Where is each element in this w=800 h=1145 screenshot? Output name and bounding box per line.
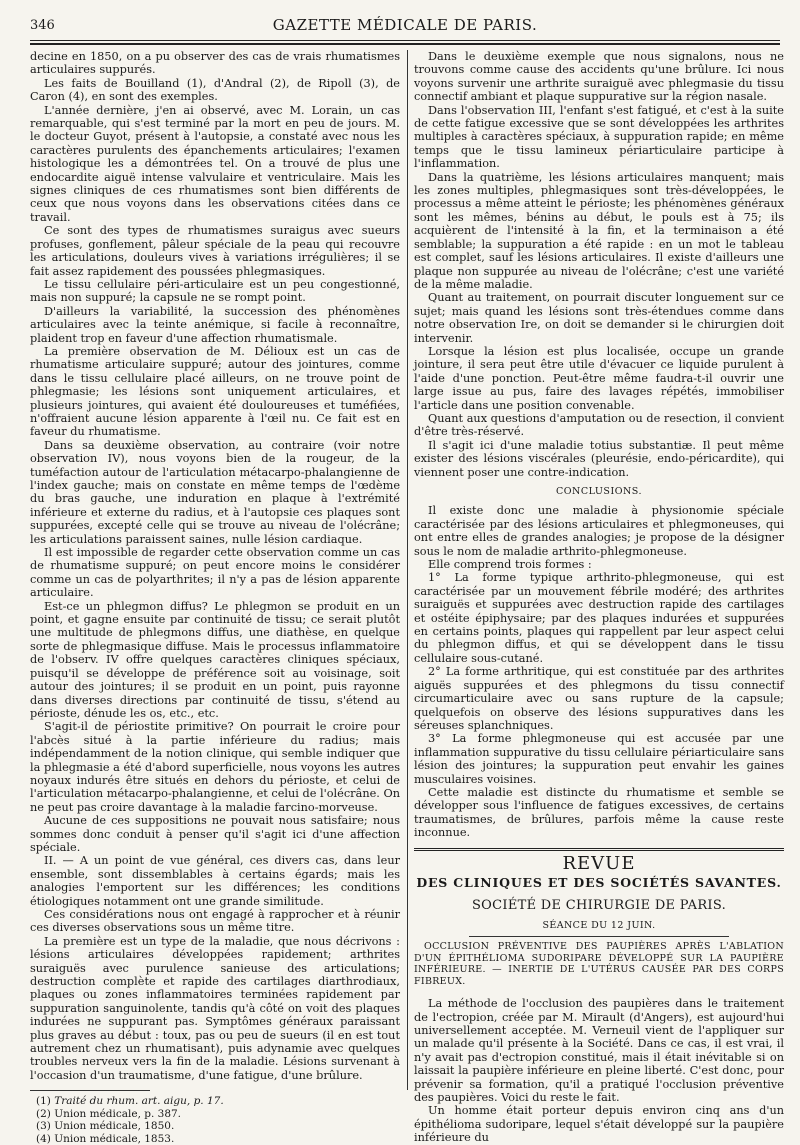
divider bbox=[469, 936, 729, 937]
newspaper-page bbox=[30, 12, 784, 1145]
footnote-text: Traité du rhum. art. aigu, p. 17. bbox=[54, 1095, 224, 1108]
paragraph: S'agit-il de périostite primitive? On pourrait le croire pour l'abcès situé à la partie inférieure du radius; mais indépendamment de la notion clinique, qui semble indiquer que la phlegmasie a été d'abord superficielle, nous voyons les autres noyaux indurés être situés en dehors du périoste, et celui de l'articulation métacarpo-phalangienne, et celui de l'olécrâne. On ne peut pas croire davantage à la maladie farcino-morveuse. bbox=[30, 720, 400, 814]
page-number: 346 bbox=[30, 18, 55, 33]
paragraph: Est-ce un phlegmon diffus? Le phlegmon se produit en un point, et gagne ensuite par continuité de tissu; ce serait plutôt une multitude de phlegmons diffus, une diathèse, en quelque sorte de phlegmasique diffuse. Mais le processus inflammatoire de l'observ. IV offre quelques caractères cliniques spéciaux, puisqu'il se développe de préférence soit au voisinage, soit autour des jointures; il se produit en un point, puis rayonne dans diverses directions par continuité de tissu, s'étend au périoste, dénude les os, etc., etc. bbox=[30, 599, 400, 720]
footnote bbox=[30, 1108, 400, 1121]
paragraph: 3° La forme phlegmoneuse qui est accusée par une inflammation suppurative du tissu cellulaire périarticulaire sans lésion des jointures; la suppuration peut envahir les gaines musculaires voisines. bbox=[414, 732, 784, 786]
paragraph: Les faits de Bouilland (1), d'Andral (2), de Ripoll (3), de Caron (4), en sont des exemples. bbox=[30, 76, 400, 104]
footnote-rule bbox=[30, 1090, 150, 1091]
paragraph: Le tissu cellulaire péri-articulaire est un peu congestionné, mais non suppuré; la capsule ne se rompt point. bbox=[30, 277, 400, 305]
footnote-number: (2) bbox=[36, 1107, 51, 1120]
paragraph: 1° La forme typique arthrito-phlegmoneuse, qui est caractérisée par un mouvement fébrile modéré; des arthrites suraiguës et suppurées avec destruction rapide des cartilages et ostéite épiphysaire; par des plaques indurées et suppurées en certains points, plaques qui rappellent par leur aspect celui du phlegmon diffus, et qui se développent dans le tissu cellulaire sous-cutané. bbox=[414, 571, 784, 665]
session-date: SÉANCE DU 12 JUIN. bbox=[542, 919, 656, 931]
footnote-number: (3) bbox=[36, 1120, 51, 1133]
paragraph: La première observation de M. Délioux est un cas de rhumatisme articulaire suppuré; autour des jointures, comme dans le tissu cellulaire placé ailleurs, on ne trouve point de phlegmasie; les lésions sont uniquement articulaires, et plusieurs jointures, qui avaient été douloureuses et tuméfiées, n'offraient aucune lésion apparente à l'œil nu. Ce fait est en faveur du rhumatisme. bbox=[30, 344, 400, 439]
paragraph: Il est impossible de regarder cette observation comme un cas de rhumatisme suppuré; on peut encore moins le considérer comme un cas de polyarthrites; il n'y a pas de lésion apparente articulaire. bbox=[30, 546, 400, 600]
paragraph: Il s'agit ici d'une maladie totius substantiæ. Il peut même exister des lésions viscérales (pleurésie, endo-péricardite), qui viennent poser une contre-indication. bbox=[414, 438, 784, 479]
footnote-text: Union médicale, p. 387. bbox=[54, 1107, 182, 1120]
revue-title: REVUE bbox=[562, 852, 636, 874]
conclusions-heading: CONCLUSIONS. bbox=[556, 486, 642, 497]
header-rule-thick bbox=[30, 43, 780, 45]
paragraph: Dans sa deuxième observation, au contraire (voir notre observation IV), nous voyons bien de la rougeur, de la tuméfaction autour de l'articulation métacarpo-phalangienne de l'index gauche; mais on constate en même temps de l'œdème du bras gauche, une induration en plaque à l'extrémité inférieure et externe du radius, et à l'autopsie ces plaques sont suppurées, excepté celle qui se trouve au niveau de l'olécrâne; les articulations paraissent saines, nulle lésion cardiaque. bbox=[30, 438, 400, 546]
footnote-number: (4) bbox=[36, 1132, 51, 1145]
header-rule bbox=[30, 40, 780, 41]
footnote bbox=[30, 1095, 400, 1108]
paragraph: decine en 1850, on a pu observer des cas de vrais rhumatismes articulaires suppurés. bbox=[30, 50, 400, 77]
footnote-text: Union médicale, 1853. bbox=[54, 1132, 175, 1145]
paragraph: La méthode de l'occlusion des paupières dans le traitement de l'ectropion, créée par M. Mirault (d'Angers), est aujourd'hui universellement acceptée. M. Verneuil vient de l'appliquer sur un malade qu'il présente à la Société. Dans ce cas, il est vrai, il n'y avait pas d'ectropion constitué, mais il était inévitable si on laissait la paupière inférieure en pleine liberté. C'est donc, pour prévenir sa formation, qu'il a pratiqué l'occlusion préventive des paupières. Voici du reste le fait. bbox=[414, 997, 784, 1105]
section-rule bbox=[414, 848, 784, 851]
footnote-text: Union médicale, 1850. bbox=[54, 1120, 175, 1133]
paragraph: Elle comprend trois formes : bbox=[428, 558, 592, 572]
paragraph: Il existe donc une maladie à physionomie spéciale caractérisée par des lésions articulaires et phlegmoneuses, qui ont entre elles de grandes analogies; je propose de la désigner sous le nom de maladie arthrito-phlegmoneuse. bbox=[414, 504, 784, 558]
paragraph: L'année dernière, j'en ai observé, avec M. Lorain, un cas remarquable, qui s'est terminé par la mort en peu de jours. M. le docteur Guyot, présent à l'autopsie, a constaté avec nous les caractères purulents des épanchements articulaires; l'examen histologique les a démontrées tel. On a trouvé de plus une endocardite aiguë intense valvulaire et ventriculaire. Mais les signes cliniques de ces rhumatismes sont bien différents de ceux que nous voyons dans les observations citées dans ce travail. bbox=[30, 103, 400, 224]
paragraph: 2° La forme arthritique, qui est constituée par des arthrites aiguës suppurées et des phlegmons du tissu connectif circumarticulaire avec ou sans rupture de la capsule; quelquefois on observe des lésions suppuratives dans les séreuses splanchniques. bbox=[414, 665, 784, 732]
session-topics: OCCLUSION PRÉVENTIVE DES PAUPIÈRES APRÈS L'ABLATION D'UN ÉPITHÉLIOMA SUDORIPARE DÉVELOPPÉ SUR LA PAUPIÈRE INFÉRIEURE. — INERTIE DE L'UTÉRUS CAUSÉE PAR DES CORPS FIBREUX. bbox=[414, 941, 784, 987]
journal-title: GAZETTE MÉDICALE DE PARIS. bbox=[272, 16, 538, 34]
footnote-number: (1) bbox=[36, 1095, 51, 1108]
paragraph: La première est un type de la maladie, que nous décrivons : lésions articulaires développées rapidement; arthrites suraiguës avec purulence sanieuse des articulations; destruction complète et rapide des cartilages diarthrodiaux, plaques ou zones inflammatoires terminées rapidement par suppuration sanguinolente, tandis qu'à côté on voit des plaques indurées ne suppurant pas. Symptômes généraux paraissant plus graves au début : toux, pas ou peu de sueurs (il en est tout autrement chez un rhumatisant), puis adynamie avec quelques troubles nerveux vers la fin de la maladie. Lésions survenant à l'occasion d'un traumatisme, d'une fatigue, d'une brûlure. bbox=[30, 934, 400, 1082]
paragraph: Aucune de ces suppositions ne pouvait nous satisfaire; nous sommes donc conduit à penser qu'il s'agit ici d'une affection spéciale. bbox=[30, 814, 400, 854]
column-divider bbox=[407, 50, 408, 1090]
footnote bbox=[30, 1120, 400, 1133]
paragraph: Cette maladie est distincte du rhumatisme et semble se développer sous l'influence de fatigues excessives, de certains traumatismes, de brûlures, parfois même la cause reste inconnue. bbox=[414, 785, 784, 840]
footnote bbox=[30, 1133, 400, 1145]
paragraph: Quant au traitement, on pourrait discuter longuement sur ce sujet; mais quand les lésions sont très-étendues comme dans notre observation Ire, on doit se demander si le chirurgien doit intervenir. bbox=[414, 291, 784, 345]
paragraph: Dans le deuxième exemple que nous signalons, nous ne trouvons comme cause des accidents qu'une brûlure. Ici nous voyons survenir une arthrite suraiguë avec phlegmasie du tissu connectif ambiant et plaque suppurative sur la région nasale. bbox=[414, 50, 784, 104]
paragraph: Quant aux questions d'amputation ou de resection, il convient d'être très-réservé. bbox=[414, 411, 784, 439]
paragraph: Dans la quatrième, les lésions articulaires manquent; mais les zones multiples, phlegmasiques sont très-développées, le processus a même atteint le périoste; les phénomènes généraux sont les mêmes, bénins au début, le pouls est à 75; ils acquièrent de l'intensité à la fin, et la terminaison a été semblable; la suppuration a été rapide : en un mot le tableau est complet, sauf les lésions articulaires. Il existe d'ailleurs une plaque non suppurée au niveau de l'olécrâne; c'est une variété de la même maladie. bbox=[414, 170, 784, 291]
paragraph: Lorsque la lésion est plus localisée, occupe un grande jointure, il sera peut être utile d'évacuer ce liquide purulent à l'aide d'une ponction. Peut-être même faudra-t-il ouvrir une large issue au pus, faire des lavages répétés, immobiliser l'article dans une position convenable. bbox=[414, 344, 784, 412]
revue-subtitle: DES CLINIQUES ET DES SOCIÉTÉS SAVANTES. bbox=[416, 874, 782, 890]
paragraph: Un homme était porteur depuis environ cinq ans d'un épithélioma sudoripare, lequel s'était développé sur la paupière inférieure du bbox=[414, 1104, 784, 1145]
paragraph: Ces considérations nous ont engagé à rapprocher et à réunir ces diverses observations sous un même titre. bbox=[30, 908, 400, 935]
columns bbox=[30, 50, 784, 1145]
left-column bbox=[30, 50, 400, 1145]
paragraph: II. — A un point de vue général, ces divers cas, dans leur ensemble, sont dissemblables à certains égards; mais les analogies l'emportent sur les différences; les conditions étiologiques notamment ont une grande similitude. bbox=[30, 854, 400, 908]
paragraph: D'ailleurs la variabilité, la succession des phénomènes articulaires avec la teinte anémique, si facile à reconnaître, plaident trop en faveur d'une affection rhumatismale. bbox=[30, 304, 400, 345]
paragraph: Ce sont des types de rhumatismes suraigus avec sueurs profuses, gonflement, pâleur spéciale de la peau qui recouvre les articulations, douleurs vives à variations irrégulières; il se fait assez rapidement des poussées phlegmasiques. bbox=[30, 224, 400, 278]
right-column bbox=[414, 50, 784, 1145]
society-heading: SOCIÉTÉ DE CHIRURGIE DE PARIS. bbox=[471, 898, 727, 914]
page-header bbox=[30, 12, 780, 38]
paragraph: Dans l'observation III, l'enfant s'est fatigué, et c'est à la suite de cette fatigue excessive que se sont développées les arthrites multiples à caractères spéciaux, à suppuration rapide; en même temps que le tissu lamineux périarticulaire participe à l'inflammation. bbox=[414, 103, 784, 171]
